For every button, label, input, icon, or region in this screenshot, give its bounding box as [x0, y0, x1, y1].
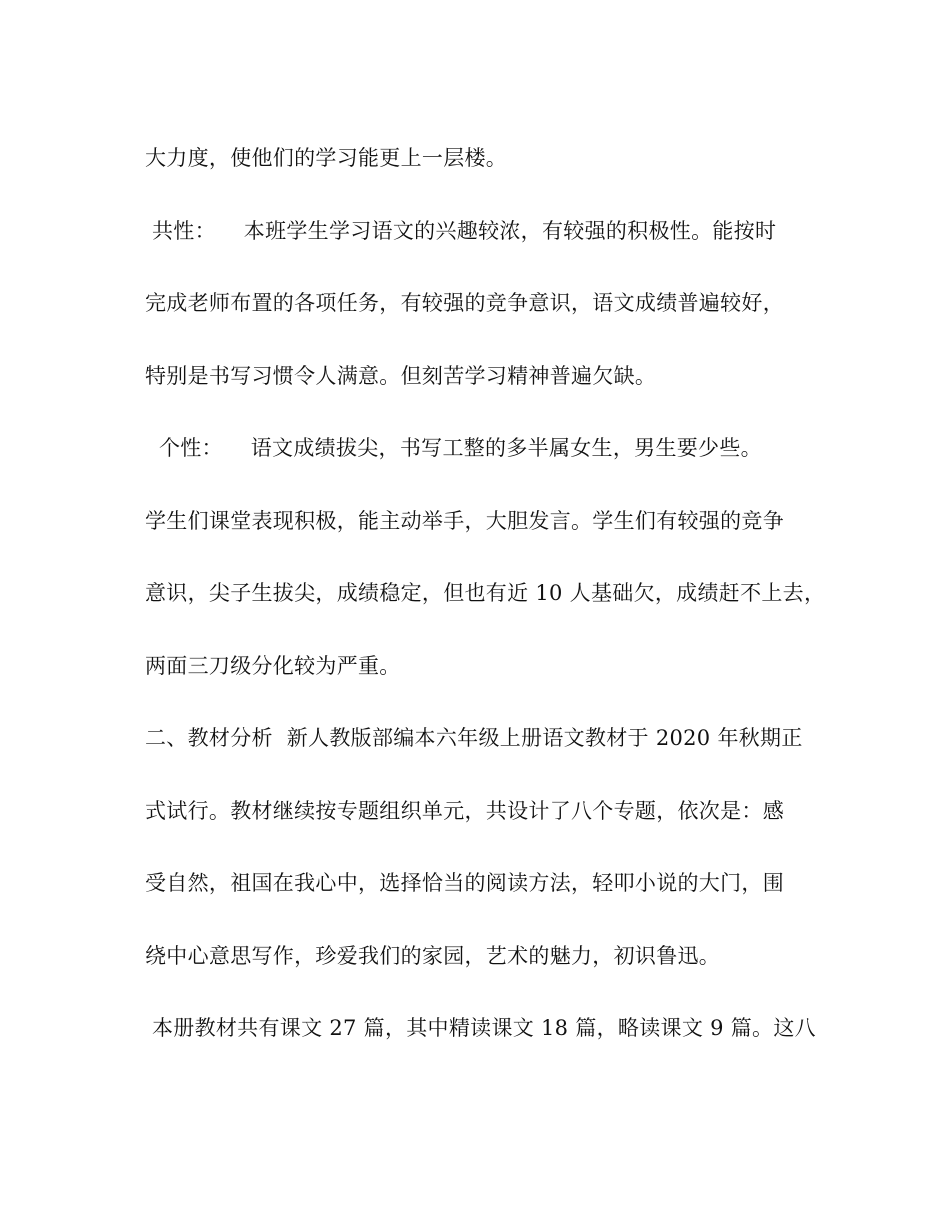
text-line: 二、教材分析 新人教版部编本六年级上册语文教材于 2020 年秋期正 [145, 726, 803, 750]
text-line: 两面三刀级分化较为严重。 [145, 654, 401, 678]
text-line: 特别是书写习惯令人满意。但刻苦学习精神普遍欠缺。 [145, 364, 657, 388]
text-line: 共性： 本班学生学习语文的兴趣较浓，有较强的积极性。能按时 [145, 219, 777, 243]
text-line: 本册教材共有课文 27 篇，其中精读课文 18 篇，略读课文 9 篇。这八 [145, 1016, 816, 1040]
text-line: 学生们课堂表现积极，能主动举手，大胆发言。学生们有较强的竞争 [145, 509, 784, 533]
text-line: 大力度，使他们的学习能更上一层楼。 [145, 146, 508, 170]
text-line: 完成老师布置的各项任务，有较强的竞争意识，语文成绩普遍较好， [145, 291, 784, 315]
text-line: 绕中心意思写作，珍爱我们的家园，艺术的魅力，初识鲁迅。 [145, 944, 721, 968]
text-line: 意识，尖子生拔尖，成绩稳定，但也有近 10 人基础欠，成绩赶不上去， [145, 581, 826, 605]
text-line: 个性： 语文成绩拔尖，书写工整的多半属女生，男生要少些。 [145, 436, 762, 460]
text-line: 受自然，祖国在我心中，选择恰当的阅读方法，轻叩小说的大门，围 [145, 871, 784, 895]
text-line: 式试行。教材继续按专题组织单元，共设计了八个专题，依次是：感 [145, 799, 784, 823]
